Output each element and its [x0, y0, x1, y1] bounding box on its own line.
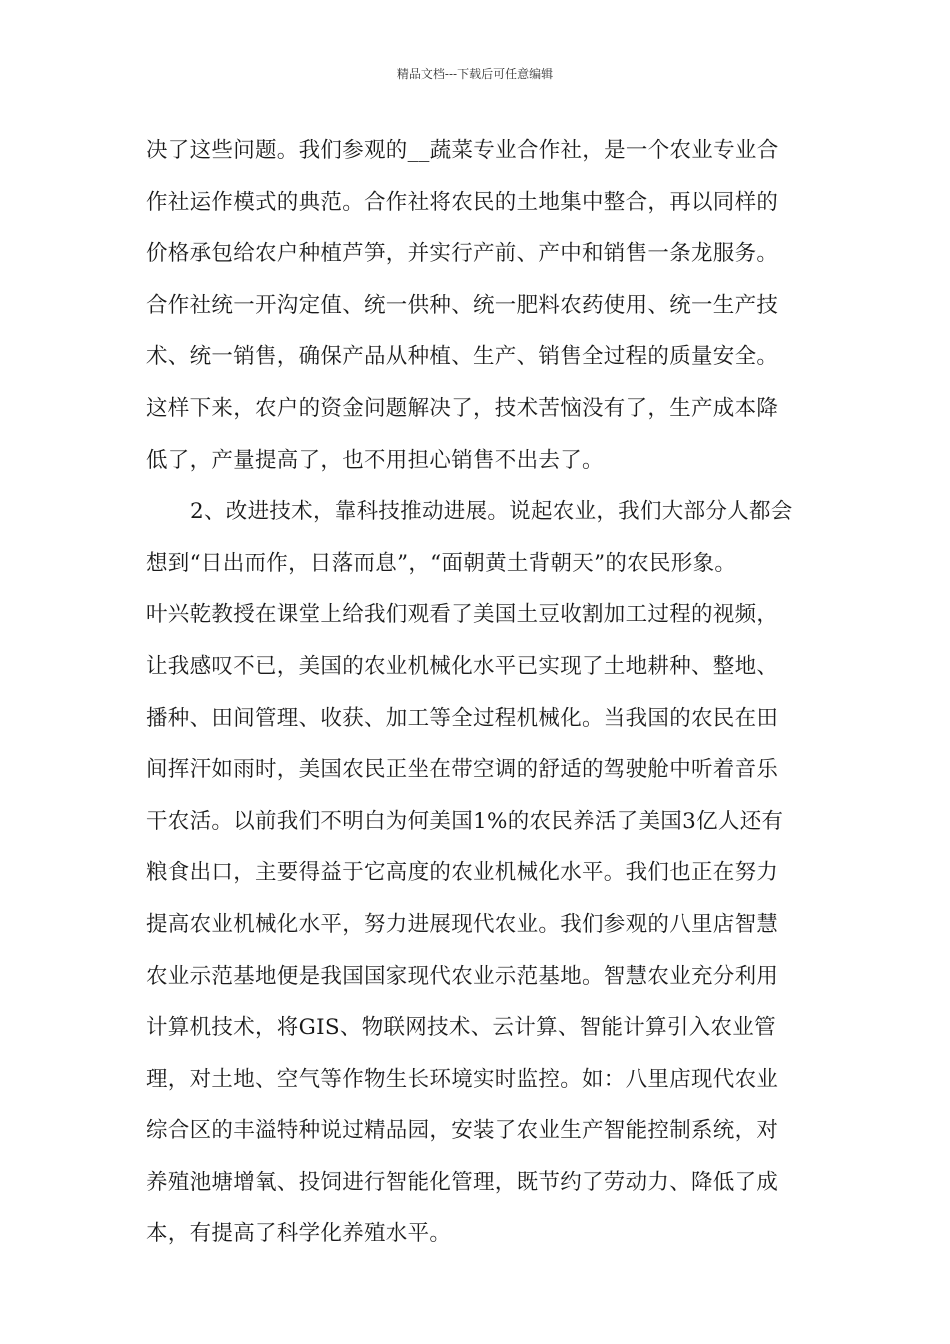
- text-line: 价格承包给农户种植芦笋，并实行产前、产中和销售一条龙服务。: [146, 241, 779, 267]
- text-line: 养殖池塘增氧、投饲进行智能化管理，既节约了劳动力、降低了成: [146, 1169, 779, 1195]
- text-line: 作社运作模式的典范。合作社将农民的土地集中整合，再以同样的: [146, 189, 779, 215]
- paragraph-continuation: [146, 125, 810, 486]
- text-line: 合作社统一开沟定值、统一供种、统一肥料农药使用、统一生产技: [146, 292, 779, 318]
- text-line: 让我感叹不已，美国的农业机械化水平已实现了土地耕种、整地、: [146, 653, 779, 679]
- text-line: 本，有提高了科学化养殖水平。: [146, 1221, 452, 1247]
- text-line: 术、统一销售，确保产品从种植、生产、销售全过程的质量安全。: [146, 344, 779, 370]
- text-line: 想到“日出而作，日落而息”，“面朝黄土背朝天”的农民形象。: [146, 550, 737, 576]
- text-line: 这样下来，农户的资金问题解决了，技术苦恼没有了，生产成本降: [146, 395, 779, 421]
- document-body: [146, 125, 810, 1260]
- text-line: 农业示范基地便是我国国家现代农业示范基地。智慧农业充分利用: [146, 963, 779, 989]
- text-line: 低了，产量提高了，也不用担心销售不出去了。: [146, 447, 604, 473]
- text-line: 综合区的丰溢特种说过精品园，安装了农业生产智能控制系统，对: [146, 1118, 779, 1144]
- text-line: 提高农业机械化水平，努力进展现代农业。我们参观的八里店智慧: [146, 911, 779, 937]
- text-line: 间挥汗如雨时，美国农民正坐在带空调的舒适的驾驶舱中听着音乐: [146, 757, 779, 783]
- text-line: 粮食出口，主要得益于它高度的农业机械化水平。我们也正在努力: [146, 860, 779, 886]
- paragraph-technology: [146, 486, 810, 1260]
- page-header: 精品文档---下载后可任意编辑: [396, 67, 554, 81]
- text-line: 叶兴乾教授在课堂上给我们观看了美国土豆收割加工过程的视频，: [146, 602, 779, 628]
- text-line: 决了这些问题。我们参观的__蔬菜专业合作社，是一个农业专业合: [146, 138, 779, 163]
- text-line: 播种、田间管理、收获、加工等全过程机械化。当我国的农民在田: [146, 705, 779, 731]
- text-line: 计算机技术，将GIS、物联网技术、云计算、智能计算引入农业管: [146, 1015, 776, 1041]
- text-line: 理，对土地、空气等作物生长环境实时监控。如：八里店现代农业: [146, 1066, 779, 1092]
- text-line: 干农活。以前我们不明白为何美国1%的农民养活了美国3亿人还有: [146, 808, 784, 834]
- text-line-first: 2、改进技术，靠科技推动进展。说起农业，我们大部分人都会: [190, 499, 793, 525]
